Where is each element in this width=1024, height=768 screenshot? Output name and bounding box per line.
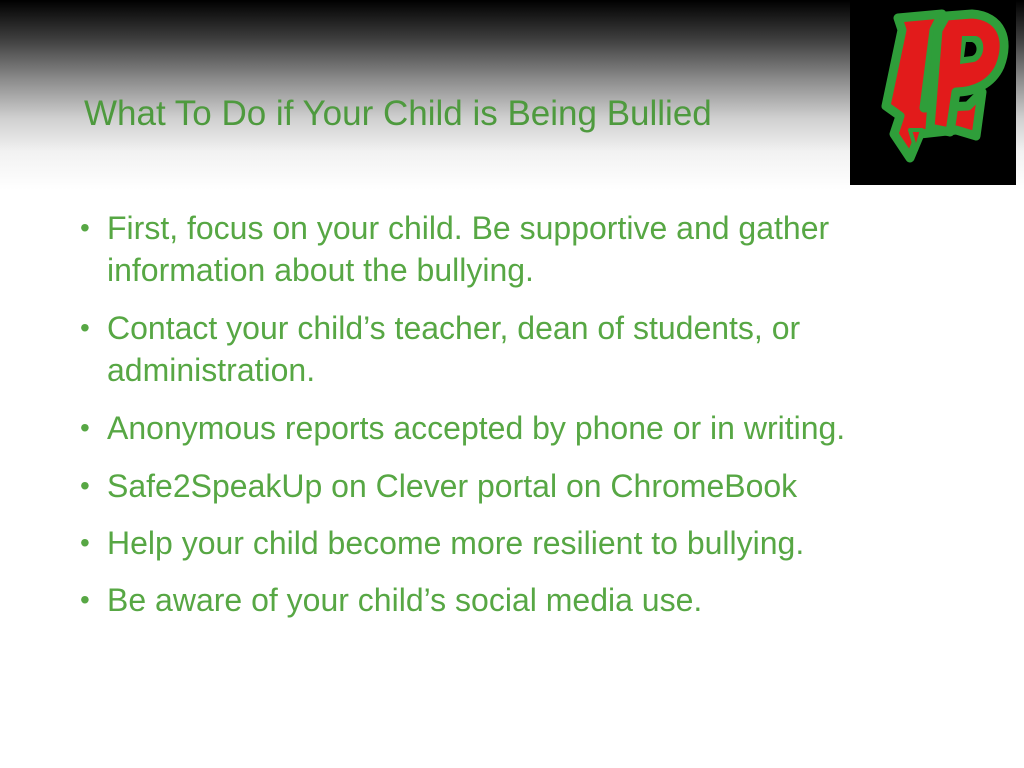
bullet-item	[80, 407, 960, 449]
bullet-dot-icon: •	[80, 212, 90, 243]
bullet-dot-icon: •	[80, 312, 90, 343]
bullet-text: Safe2SpeakUp on Clever portal on ChromeBook	[107, 468, 798, 504]
bullet-list	[80, 207, 960, 636]
bullet-text: Anonymous reports accepted by phone or in writing.	[107, 410, 846, 446]
bullet-item	[80, 465, 960, 507]
slide-title: What To Do if Your Child is Being Bullied	[84, 94, 712, 133]
school-logo	[850, 0, 1016, 185]
bullet-dot-icon: •	[80, 470, 90, 501]
bullet-text: Help your child become more resilient to bullying.	[107, 525, 805, 561]
bullet-text: First, focus on your child. Be supportive and gather information about the bullying.	[107, 210, 830, 288]
bullet-dot-icon: •	[80, 412, 90, 443]
bullet-item	[80, 579, 960, 621]
bullet-dot-icon: •	[80, 584, 90, 615]
bullet-text: Contact your child’s teacher, dean of students, or administration.	[107, 310, 801, 388]
bullet-dot-icon: •	[80, 527, 90, 558]
bullet-item	[80, 522, 960, 564]
bullet-item	[80, 207, 960, 291]
bullet-text: Be aware of your child’s social media use.	[107, 582, 703, 618]
school-logo-lp-icon	[850, 0, 1016, 185]
bullet-item	[80, 307, 960, 391]
